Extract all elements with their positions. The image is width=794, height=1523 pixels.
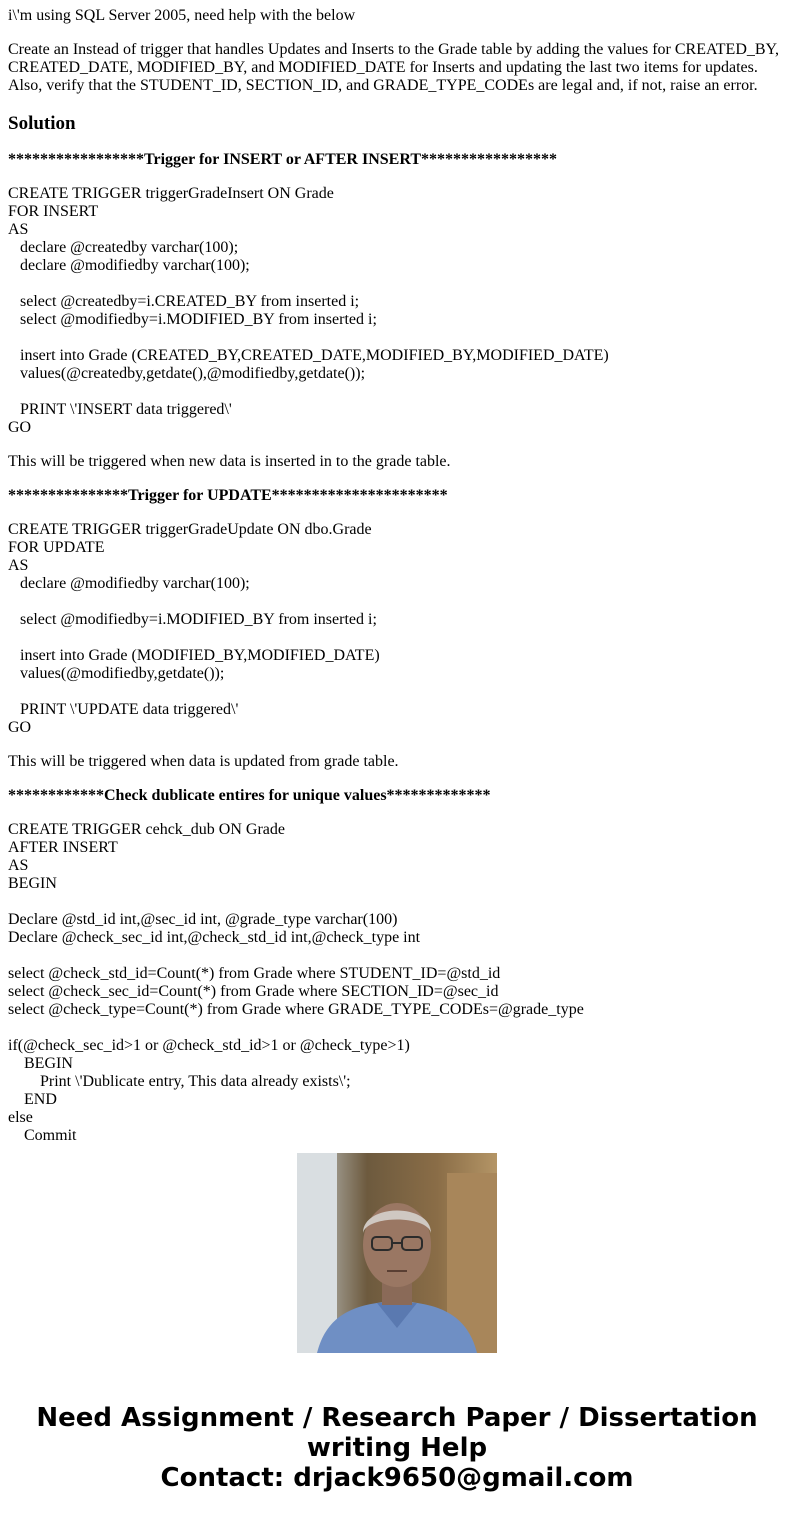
person-photo-icon bbox=[297, 1153, 497, 1353]
insert-trigger-code: CREATE TRIGGER triggerGradeInsert ON Grade FOR INSERT AS declare @createdby varchar(100); declare @modifiedby varchar(100); select @createdby=i.CREATED_BY from inserted i; select @modifiedby=i.MODIFIED_BY from inserted i; insert into Grade (CREATED_BY,CREATED_DATE,MODIFIED_BY,MODIFIED_DATE) values(@createdby,getdate(),@modifiedby,getdate()); PRINT \'INSERT data triggered\' GO bbox=[8, 185, 609, 436]
avatar bbox=[297, 1153, 497, 1353]
question-intro: i\'m using SQL Server 2005, need help with the below bbox=[8, 7, 356, 24]
update-trigger-note: This will be triggered when data is updated from grade table. bbox=[8, 753, 399, 770]
footer-ad bbox=[0, 1403, 794, 1493]
footer-contact: Contact: drjack9650@gmail.com bbox=[160, 1463, 634, 1493]
duplicate-check-banner: ************Check dublicate entires for unique values************* bbox=[8, 787, 491, 804]
update-trigger-code: CREATE TRIGGER triggerGradeUpdate ON dbo.Grade FOR UPDATE AS declare @modifiedby varchar(100); select @modifiedby=i.MODIFIED_BY from inserted i; insert into Grade (MODIFIED_BY,MODIFIED_DATE) values(@modifiedby,getdate()); PRINT \'UPDATE data triggered\' GO bbox=[8, 521, 380, 736]
document-content bbox=[8, 7, 788, 1144]
footer-line-2: writing Help bbox=[306, 1433, 488, 1463]
duplicate-check-code: CREATE TRIGGER cehck_dub ON Grade AFTER INSERT AS BEGIN Declare @std_id int,@sec_id int, @grade_type varchar(100) Declare @check_sec_id int,@check_std_id int,@check_type int select @check_std_id=Count(*) from Grade where STUDENT_ID=@std_id select @check_sec_id=Count(*) from Grade where SECTION_ID=@sec_id select @check_type=Count(*) from Grade where GRADE_TYPE_CODEs=@grade_type if(@check_sec_id>1 or @check_std_id>1 or @check_type>1) BEGIN Print \'Dublicate entry, This data already exists\'; END else Commit bbox=[8, 821, 584, 1144]
insert-trigger-note: This will be triggered when new data is inserted in to the grade table. bbox=[8, 453, 451, 470]
update-trigger-banner: ***************Trigger for UPDATE********************** bbox=[8, 487, 448, 504]
question-body: Create an Instead of trigger that handles Updates and Inserts to the Grade table by adding the values for CREATED_BY, CREATED_DATE, MODIFIED_BY, and MODIFIED_DATE for Inserts and updating the last two items for updates. Also, verify that the STUDENT_ID, SECTION_ID, and GRADE_TYPE_CODEs are legal and, if not, raise an error. bbox=[8, 41, 780, 94]
insert-trigger-banner: *****************Trigger for INSERT or AFTER INSERT***************** bbox=[8, 151, 557, 168]
footer-line-1: Need Assignment / Research Paper / Dissertation bbox=[36, 1403, 758, 1433]
solution-heading: Solution bbox=[8, 113, 76, 134]
